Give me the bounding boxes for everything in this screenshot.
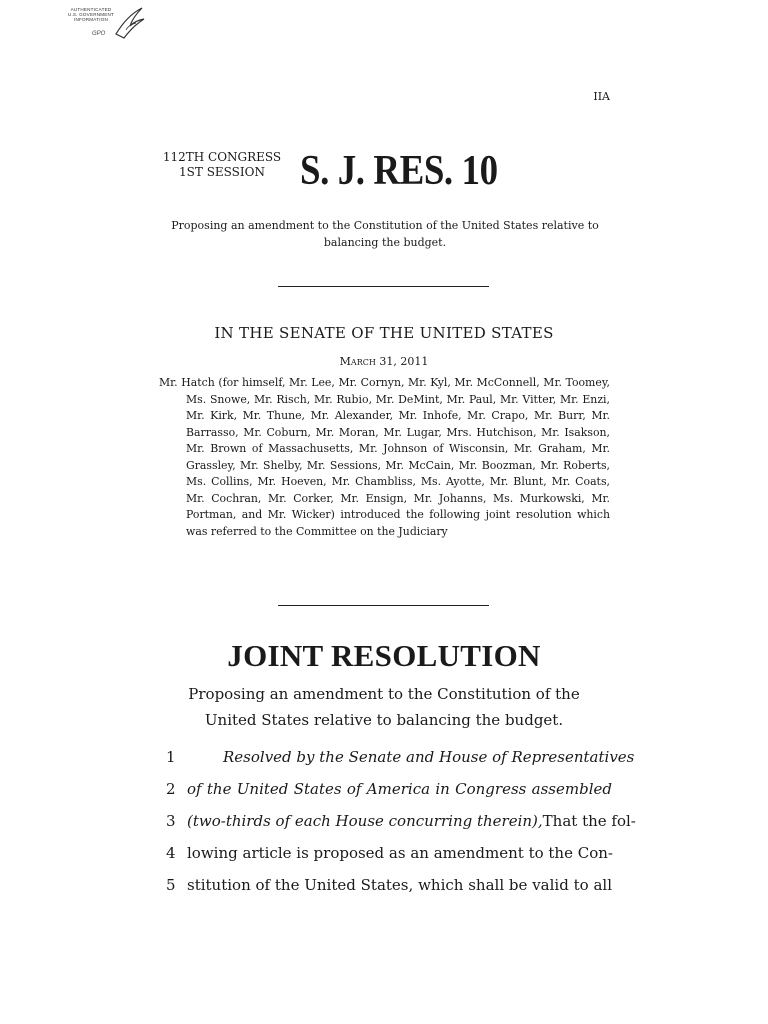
senate-heading: IN THE SENATE OF THE UNITED STATES: [214, 324, 554, 342]
line-number: 2: [166, 780, 176, 798]
seal-line-2: U.S. GOVERNMENT: [67, 12, 115, 18]
line-text: Resolved by the Senate and House of Representatives: [223, 748, 635, 766]
seal-line-1: AUTHENTICATED: [70, 7, 112, 12]
line-number: 5: [166, 876, 176, 894]
sponsors-paragraph: Mr. Hatch (for himself, Mr. Lee, Mr. Cornyn, Mr. Kyl, Mr. McConnell, Mr. Toomey, Ms. Snowe, Mr. Risch, Mr. Rubio, Mr. DeMint, Mr. Paul, Mr. Vitter, Mr. Enzi, Mr. Kirk, Mr. Thune, Mr. Alexander, Mr. Inhofe, Mr. Crapo, Mr. Burr, Mr. Barrasso, Mr. Coburn, Mr. Moran, Mr. Lugar, Mrs. Hutchison, Mr. Isakson, Mr. Brown of Massachusetts, Mr. Johnson of Wisconsin, Mr. Graham, Mr. Grassley, Mr. Shelby, Mr. Sessions, Mr. McCain, Mr. Boozman, Mr. Roberts, Ms. Collins, Mr. Hoeven, Mr. Chambliss, Ms. Ayotte, Mr. Blunt, Mr. Coats, Mr. Cochran, Mr. Corker, Mr. Ensign, Mr. Johanns, Ms. Murkowski, Mr. Portman, and Mr. Wicker) introduced the following joint resolution which was referred to the Committee on the Judiciary: [159, 376, 610, 538]
line-text-roman: That the fol-: [542, 812, 636, 830]
line-text: of the United States of America in Congress assembled: [187, 780, 612, 798]
short-title: Proposing an amendment to the Constitution of the United States relative to balancing the budget.: [171, 219, 599, 249]
eagle-icon: [112, 4, 146, 44]
congress-session: [159, 150, 285, 180]
line-text-italic: (two-thirds of each House concurring therein),: [187, 812, 543, 830]
text-line: [160, 805, 636, 837]
line-text: [187, 805, 636, 837]
gpo-authentication-seal: [62, 4, 146, 46]
introduction-date: March 31, 2011: [339, 355, 429, 368]
gpo-mark: GPO: [92, 31, 106, 37]
line-text: stitution of the United States, which shall be valid to all: [187, 876, 612, 894]
text-line: [160, 869, 612, 901]
joint-resolution-heading: JOINT RESOLUTION: [227, 638, 541, 673]
bill-class-code: IIA: [593, 90, 610, 103]
bill-number: S. J. RES. 10: [300, 148, 498, 194]
resolution-purpose: Proposing an amendment to the Constitution of the United States relative to balancing the budget.: [188, 685, 580, 729]
resolution-text: [160, 741, 636, 901]
line-number: 1: [166, 748, 176, 766]
text-line: [160, 837, 612, 869]
seal-line-3: INFORMATION: [73, 17, 108, 23]
divider-rule: [278, 605, 489, 606]
line-number: 3: [166, 812, 176, 830]
congress-number: 112TH CONGRESS: [162, 150, 282, 164]
divider-rule: [278, 286, 489, 287]
text-line: [160, 773, 612, 805]
line-text: lowing article is proposed as an amendment to the Con-: [187, 844, 613, 862]
session-number: 1ST SESSION: [179, 165, 265, 179]
line-number: 4: [166, 844, 176, 862]
text-line: [160, 741, 635, 773]
